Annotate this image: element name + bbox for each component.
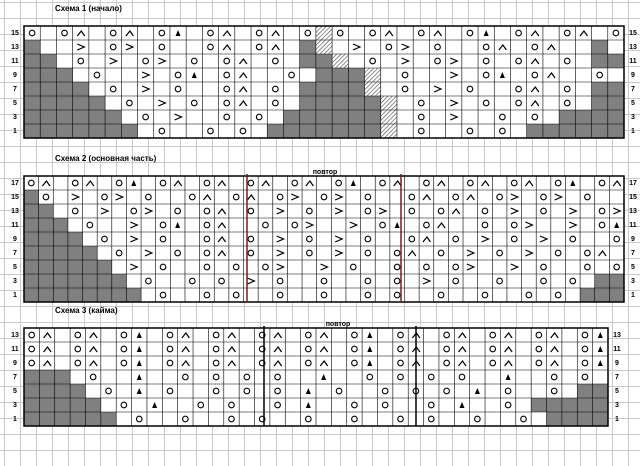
- grey-cell: [83, 260, 98, 274]
- grey-cell: [56, 68, 72, 82]
- row-number-right: 7: [615, 373, 619, 381]
- grey-cell: [559, 110, 575, 124]
- grey-cell: [24, 82, 40, 96]
- grey-cell: [316, 54, 332, 68]
- grey-cell: [53, 232, 68, 246]
- row-number-right: 11: [629, 57, 637, 65]
- row-number-right: 3: [631, 277, 635, 285]
- grey-cell: [39, 384, 54, 398]
- grey-cell: [348, 110, 364, 124]
- row-number-right: 9: [615, 359, 619, 367]
- grey-cell: [300, 82, 316, 96]
- row-number-right: 15: [629, 193, 637, 201]
- grey-cell: [97, 288, 112, 302]
- grey-cell: [608, 96, 624, 110]
- hatched-cell: [365, 82, 381, 96]
- grey-cell: [89, 124, 105, 138]
- grey-cell: [24, 68, 40, 82]
- scheme-2-repeat-label: повтор: [312, 169, 338, 176]
- grey-cell: [53, 260, 68, 274]
- hatched-cell: [381, 124, 397, 138]
- grey-cell: [24, 274, 39, 288]
- grey-cell: [85, 412, 100, 426]
- grey-cell: [24, 40, 40, 54]
- grey-cell: [73, 82, 89, 96]
- scheme-3-repeat-label: повтор: [325, 321, 351, 328]
- row-number-left: 13: [11, 43, 19, 51]
- grey-cell: [40, 82, 56, 96]
- grey-cell: [575, 124, 591, 138]
- grey-cell: [300, 96, 316, 110]
- grey-cell: [543, 124, 559, 138]
- grey-cell: [68, 232, 83, 246]
- grey-cell: [365, 124, 381, 138]
- row-number-right: 9: [631, 71, 635, 79]
- grey-cell: [83, 246, 98, 260]
- grey-cell: [68, 260, 83, 274]
- hatched-cell: [316, 26, 332, 40]
- grey-cell: [316, 82, 332, 96]
- grey-cell: [592, 82, 608, 96]
- row-number-right: 13: [613, 331, 621, 339]
- row-number-right: 11: [613, 345, 621, 353]
- grey-cell: [300, 110, 316, 124]
- grey-cell: [24, 370, 39, 384]
- grey-cell: [300, 124, 316, 138]
- grey-cell: [56, 124, 72, 138]
- grey-cell: [316, 124, 332, 138]
- grey-cell: [592, 96, 608, 110]
- row-number-right: 9: [631, 235, 635, 243]
- scheme-1-title: Схема 1 (начало): [55, 4, 122, 13]
- grey-cell: [608, 82, 624, 96]
- grey-cell: [89, 96, 105, 110]
- grey-cell: [40, 68, 56, 82]
- grey-cell: [580, 288, 595, 302]
- row-number-right: 17: [629, 179, 637, 187]
- grey-cell: [55, 384, 70, 398]
- grey-cell: [24, 190, 39, 204]
- row-number-right: 7: [631, 85, 635, 93]
- grey-cell: [24, 398, 39, 412]
- row-number-left: 11: [11, 345, 19, 353]
- hatched-cell: [381, 96, 397, 110]
- row-number-left: 5: [13, 387, 17, 395]
- grey-cell: [593, 412, 608, 426]
- row-number-left: 5: [13, 263, 17, 271]
- grey-cell: [300, 54, 316, 68]
- grey-cell: [531, 398, 546, 412]
- grey-cell: [316, 110, 332, 124]
- grey-cell: [547, 412, 562, 426]
- grey-cell: [39, 370, 54, 384]
- hatched-cell: [381, 110, 397, 124]
- grey-cell: [24, 204, 39, 218]
- grey-cell: [24, 260, 39, 274]
- grey-cell: [365, 96, 381, 110]
- grey-cell: [332, 68, 348, 82]
- grey-cell: [562, 398, 577, 412]
- grey-cell: [40, 96, 56, 110]
- grey-cell: [55, 370, 70, 384]
- grey-cell: [577, 398, 592, 412]
- row-number-left: 17: [11, 179, 19, 187]
- row-number-left: 3: [13, 113, 17, 121]
- grey-cell: [39, 204, 54, 218]
- row-number-left: 13: [11, 207, 19, 215]
- grey-cell: [68, 288, 83, 302]
- grey-cell: [24, 218, 39, 232]
- grey-cell: [97, 260, 112, 274]
- grey-cell: [73, 110, 89, 124]
- grey-cell: [608, 110, 624, 124]
- grey-cell: [332, 110, 348, 124]
- row-number-right: 5: [631, 99, 635, 107]
- grey-cell: [559, 124, 575, 138]
- grey-cell: [332, 82, 348, 96]
- scheme-3-title: Схема 3 (кайма): [55, 306, 118, 315]
- grey-cell: [316, 68, 332, 82]
- row-number-left: 15: [11, 29, 19, 37]
- grey-cell: [68, 246, 83, 260]
- grey-cell: [592, 54, 608, 68]
- grey-cell: [527, 124, 543, 138]
- grey-cell: [39, 288, 54, 302]
- grey-cell: [609, 274, 624, 288]
- grey-cell: [592, 40, 608, 54]
- grey-cell: [593, 384, 608, 398]
- row-number-left: 5: [13, 99, 17, 107]
- row-number-right: 7: [631, 249, 635, 257]
- grey-cell: [89, 110, 105, 124]
- grey-cell: [348, 124, 364, 138]
- grey-cell: [608, 54, 624, 68]
- grey-cell: [24, 96, 40, 110]
- grey-cell: [68, 274, 83, 288]
- grey-cell: [55, 398, 70, 412]
- grey-cell: [24, 124, 40, 138]
- grey-cell: [70, 384, 85, 398]
- grey-cell: [24, 412, 39, 426]
- grey-cell: [348, 96, 364, 110]
- row-number-left: 3: [13, 401, 17, 409]
- grey-cell: [39, 260, 54, 274]
- row-number-left: 7: [13, 373, 17, 381]
- row-number-left: 1: [13, 291, 17, 299]
- grey-cell: [53, 246, 68, 260]
- grey-cell: [40, 54, 56, 68]
- row-number-left: 9: [13, 359, 17, 367]
- grey-cell: [592, 124, 608, 138]
- grey-cell: [577, 412, 592, 426]
- grey-cell: [24, 110, 40, 124]
- row-number-left: 1: [13, 127, 17, 135]
- scheme-3-grid: [24, 326, 608, 426]
- grey-cell: [24, 246, 39, 260]
- grey-cell: [608, 124, 624, 138]
- grey-cell: [40, 110, 56, 124]
- grey-cell: [53, 288, 68, 302]
- grey-cell: [39, 232, 54, 246]
- grey-cell: [70, 412, 85, 426]
- grey-cell: [593, 398, 608, 412]
- grey-cell: [24, 384, 39, 398]
- grey-cell: [577, 384, 592, 398]
- grey-cell: [365, 110, 381, 124]
- grey-cell: [97, 274, 112, 288]
- row-number-left: 11: [11, 57, 19, 65]
- grey-cell: [609, 288, 624, 302]
- grey-cell: [85, 398, 100, 412]
- row-number-left: 7: [13, 85, 17, 93]
- grey-cell: [126, 288, 141, 302]
- grey-cell: [55, 412, 70, 426]
- hatched-cell: [316, 40, 332, 54]
- grey-cell: [53, 274, 68, 288]
- grey-cell: [348, 82, 364, 96]
- grey-cell: [267, 124, 283, 138]
- grey-cell: [73, 124, 89, 138]
- grey-cell: [101, 412, 116, 426]
- row-number-right: 11: [629, 221, 637, 229]
- row-number-left: 15: [11, 193, 19, 201]
- grey-cell: [83, 288, 98, 302]
- grey-cell: [121, 124, 137, 138]
- grey-cell: [39, 398, 54, 412]
- grey-cell: [24, 232, 39, 246]
- hatched-cell: [365, 68, 381, 82]
- row-number-right: 1: [631, 291, 635, 299]
- grey-cell: [332, 96, 348, 110]
- grey-cell: [39, 246, 54, 260]
- grey-cell: [70, 398, 85, 412]
- row-number-left: 11: [11, 221, 19, 229]
- row-number-right: 1: [615, 415, 619, 423]
- grey-cell: [332, 124, 348, 138]
- row-number-left: 1: [13, 415, 17, 423]
- row-number-right: 3: [631, 113, 635, 121]
- grey-cell: [24, 54, 40, 68]
- grey-cell: [83, 274, 98, 288]
- row-number-right: 1: [631, 127, 635, 135]
- grey-cell: [105, 110, 121, 124]
- row-number-left: 9: [13, 235, 17, 243]
- grey-cell: [562, 412, 577, 426]
- scheme-1-grid: [24, 26, 624, 138]
- grey-cell: [39, 412, 54, 426]
- grey-cell: [595, 288, 610, 302]
- grey-cell: [56, 96, 72, 110]
- grey-cell: [39, 218, 54, 232]
- grey-cell: [112, 288, 127, 302]
- grey-cell: [300, 40, 316, 54]
- hatched-cell: [332, 54, 348, 68]
- row-number-right: 13: [629, 207, 637, 215]
- grey-cell: [112, 274, 127, 288]
- grey-cell: [24, 288, 39, 302]
- grey-cell: [56, 82, 72, 96]
- row-number-left: 13: [11, 331, 19, 339]
- grey-cell: [56, 110, 72, 124]
- scheme-2-grid: [24, 174, 624, 302]
- grey-cell: [348, 68, 364, 82]
- grey-cell: [73, 96, 89, 110]
- grey-cell: [316, 96, 332, 110]
- row-number-left: 7: [13, 249, 17, 257]
- grey-cell: [592, 110, 608, 124]
- row-number-right: 5: [631, 263, 635, 271]
- grey-cell: [283, 124, 299, 138]
- grey-cell: [283, 110, 299, 124]
- row-number-right: 15: [629, 29, 637, 37]
- grey-cell: [40, 124, 56, 138]
- grey-cell: [575, 110, 591, 124]
- grey-cell: [595, 274, 610, 288]
- grey-cell: [53, 218, 68, 232]
- row-number-left: 3: [13, 277, 17, 285]
- row-number-left: 9: [13, 71, 17, 79]
- row-number-right: 3: [615, 401, 619, 409]
- grey-cell: [105, 124, 121, 138]
- grey-cell: [547, 398, 562, 412]
- row-number-right: 5: [615, 387, 619, 395]
- row-number-right: 13: [629, 43, 637, 51]
- scheme-2-title: Схема 2 (основная часть): [55, 154, 157, 163]
- grey-cell: [39, 274, 54, 288]
